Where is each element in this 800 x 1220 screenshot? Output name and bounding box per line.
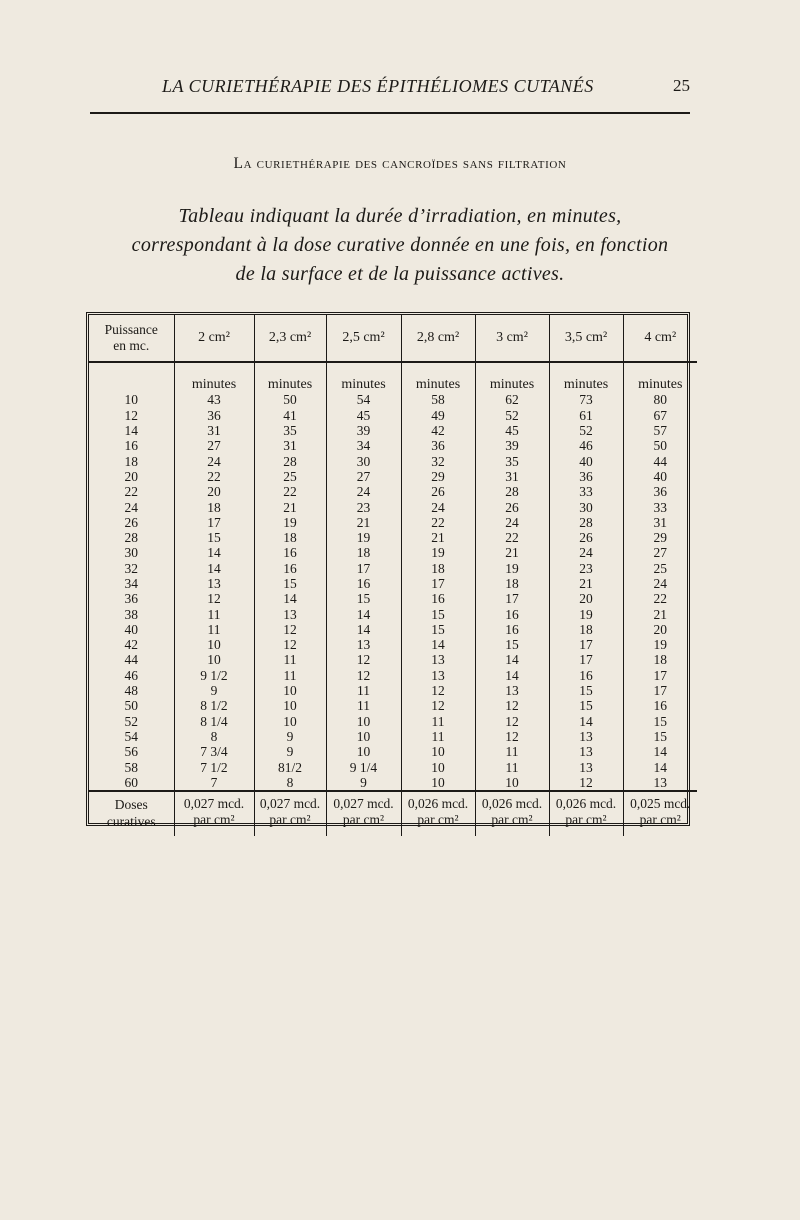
minutes-cell: 11 [475, 744, 549, 759]
minutes-cell: 20 [623, 622, 697, 637]
header-row [89, 315, 697, 362]
page-number: 25 [673, 76, 690, 95]
power-cell: 12 [124, 407, 138, 423]
minutes-cell: 15 [623, 714, 697, 729]
power-cell: 28 [124, 530, 138, 546]
footer-dose-cell [326, 791, 401, 836]
minutes-cell: 20 [174, 484, 254, 499]
minutes-cell: 36 [549, 469, 623, 484]
minutes-cell: 17 [549, 652, 623, 667]
minutes-cell: 14 [326, 622, 401, 637]
minutes-cell: 40 [549, 453, 623, 468]
minutes-cell: 13 [549, 729, 623, 744]
minutes-cell: 12 [401, 683, 475, 698]
minutes-cell: 9 [174, 683, 254, 698]
minutes-cell: 14 [326, 606, 401, 621]
minutes-cell: 21 [254, 499, 326, 514]
dose-unit: par cm² [565, 812, 607, 828]
minutes-cell: 31 [174, 423, 254, 438]
minutes-cell: 80 [623, 392, 697, 407]
minutes-cell: 11 [174, 622, 254, 637]
minutes-cell: 12 [475, 714, 549, 729]
power-cell: 36 [124, 591, 138, 607]
minutes-cell: 13 [401, 668, 475, 683]
dose-unit: par cm² [639, 812, 681, 828]
minutes-cell: 10 [401, 744, 475, 759]
power-cell: 24 [124, 499, 138, 515]
table-row [89, 683, 697, 698]
footer-dose-cell [174, 791, 254, 836]
minutes-cell: 43 [174, 392, 254, 407]
table-row [89, 606, 697, 621]
power-cell: 60 [89, 775, 174, 791]
minutes-cell: 11 [475, 759, 549, 774]
table-row [89, 668, 697, 683]
dose-value: 0,025 mcd. [630, 796, 691, 812]
minutes-cell: 14 [254, 591, 326, 606]
minutes-cell: 22 [623, 591, 697, 606]
minutes-cell: 28 [475, 484, 549, 499]
minutes-cell: 12 [401, 698, 475, 713]
minutes-cell: 16 [401, 591, 475, 606]
minutes-cell: 7 1/2 [174, 759, 254, 774]
footer-label [89, 791, 174, 836]
minutes-cell: 24 [174, 453, 254, 468]
minutes-cell: 24 [549, 545, 623, 560]
dose-value: 0,026 mcd. [407, 796, 469, 812]
minutes-cell: 13 [549, 759, 623, 774]
minutes-cell: 10 [326, 729, 401, 744]
minutes-cell: 20 [549, 591, 623, 606]
minutes-cell: 17 [623, 668, 697, 683]
minutes-cell: 7 3/4 [174, 744, 254, 759]
dose-unit: par cm² [269, 812, 311, 828]
minutes-cell: 39 [326, 423, 401, 438]
dose-unit: par cm² [342, 812, 385, 828]
dose-unit: par cm² [491, 812, 533, 828]
table-row [89, 561, 697, 576]
table-row [89, 392, 697, 407]
minutes-cell: 18 [254, 530, 326, 545]
minutes-cell: 11 [254, 668, 326, 683]
table-row [89, 622, 697, 637]
minutes-cell: 15 [549, 698, 623, 713]
table-row [89, 408, 697, 423]
minutes-cell: 13 [174, 576, 254, 591]
minutes-cell: 15 [174, 530, 254, 545]
minutes-cell: 27 [623, 545, 697, 560]
minutes-cell: 8 1/4 [174, 714, 254, 729]
footer-dose-cell [475, 791, 549, 836]
minutes-cell: 44 [623, 453, 697, 468]
minutes-cell: 29 [623, 530, 697, 545]
minutes-cell: 11 [401, 714, 475, 729]
unit-label: minutes [401, 377, 475, 392]
column-header: 2 cm² [174, 315, 254, 362]
table-row [89, 453, 697, 468]
minutes-cell: 10 [174, 637, 254, 652]
power-cell: 48 [124, 683, 138, 699]
footer-dose-cell [623, 791, 697, 836]
minutes-cell: 81/2 [254, 759, 326, 774]
minutes-cell: 11 [174, 606, 254, 621]
dose-value: 0,026 mcd. [555, 796, 617, 812]
minutes-cell: 15 [623, 729, 697, 744]
spacer-row [89, 362, 697, 377]
minutes-cell: 26 [549, 530, 623, 545]
table-row [89, 714, 697, 729]
minutes-cell: 31 [475, 469, 549, 484]
power-cell: 40 [124, 621, 138, 637]
table-row [89, 484, 697, 499]
minutes-cell: 14 [623, 744, 697, 759]
minutes-cell: 19 [326, 530, 401, 545]
minutes-cell: 9 [254, 744, 326, 759]
minutes-cell: 50 [254, 392, 326, 407]
power-cell: 34 [124, 576, 138, 591]
minutes-cell: 13 [401, 652, 475, 667]
minutes-cell: 21 [475, 545, 549, 560]
minutes-cell: 19 [254, 515, 326, 530]
minutes-cell: 34 [326, 438, 401, 453]
minutes-cell: 23 [326, 499, 401, 514]
table-caption [70, 202, 730, 289]
minutes-cell: 45 [326, 408, 401, 423]
table-row [89, 652, 697, 667]
power-cell: 42 [124, 637, 138, 653]
power-cell: 18 [124, 453, 138, 469]
table-row [89, 499, 697, 514]
minutes-cell: 35 [254, 423, 326, 438]
minutes-cell: 46 [549, 438, 623, 453]
power-cell: 46 [124, 667, 138, 683]
power-cell: 54 [124, 728, 138, 744]
minutes-cell: 52 [549, 423, 623, 438]
minutes-cell: 25 [254, 469, 326, 484]
unit-label: minutes [326, 377, 401, 392]
footer-dose-cell [254, 791, 326, 836]
table-row [89, 591, 697, 606]
minutes-cell: 28 [254, 453, 326, 468]
minutes-cell: 14 [475, 668, 549, 683]
minutes-cell: 31 [254, 438, 326, 453]
minutes-cell: 16 [623, 698, 697, 713]
minutes-cell: 36 [623, 484, 697, 499]
minutes-cell: 26 [401, 484, 475, 499]
minutes-cell: 27 [174, 438, 254, 453]
minutes-cell: 16 [326, 576, 401, 591]
minutes-cell: 11 [401, 729, 475, 744]
table-row [89, 469, 697, 484]
minutes-cell: 11 [326, 698, 401, 713]
minutes-cell: 10 [401, 775, 475, 791]
minutes-cell: 15 [549, 683, 623, 698]
minutes-cell: 24 [623, 576, 697, 591]
power-cell: 22 [124, 484, 138, 500]
power-cell: 32 [124, 560, 138, 576]
minutes-cell: 21 [549, 576, 623, 591]
minutes-cell: 8 1/2 [174, 698, 254, 713]
minutes-cell: 8 [254, 775, 326, 791]
minutes-cell: 15 [401, 606, 475, 621]
section-title: La curiethérapie des cancroïdes sans filtration [233, 155, 567, 172]
power-cell: 50 [124, 698, 138, 714]
minutes-cell: 12 [326, 668, 401, 683]
minutes-cell: 32 [401, 453, 475, 468]
minutes-cell: 18 [623, 652, 697, 667]
power-cell: 10 [124, 392, 138, 408]
unit-label: minutes [174, 377, 254, 392]
minutes-cell: 31 [623, 515, 697, 530]
power-cell: 20 [124, 468, 138, 484]
minutes-cell: 28 [549, 515, 623, 530]
minutes-cell: 62 [475, 392, 549, 407]
footer-row [89, 791, 697, 836]
minutes-cell: 41 [254, 408, 326, 423]
minutes-cell: 10 [174, 652, 254, 667]
minutes-cell: 33 [549, 484, 623, 499]
caption-line: correspondant à la dose curative donnée en une fois, en fonction [131, 234, 669, 256]
power-cell: 30 [124, 545, 138, 561]
minutes-cell: 12 [326, 652, 401, 667]
table-row [89, 545, 697, 560]
minutes-cell: 13 [475, 683, 549, 698]
minutes-cell: 13 [326, 637, 401, 652]
minutes-cell: 14 [549, 714, 623, 729]
minutes-cell: 9 1/4 [326, 759, 401, 774]
table-row [89, 637, 697, 652]
table-row [89, 729, 697, 744]
minutes-cell: 22 [475, 530, 549, 545]
table-row [89, 515, 697, 530]
minutes-cell: 21 [623, 606, 697, 621]
unit-label: minutes [475, 377, 549, 392]
minutes-cell: 23 [549, 561, 623, 576]
stub-header-line: Puissance [104, 322, 158, 337]
minutes-cell: 58 [401, 392, 475, 407]
irradiation-table [89, 315, 697, 836]
power-cell: 44 [124, 652, 138, 668]
footer-dose-cell [401, 791, 475, 836]
minutes-cell: 16 [254, 561, 326, 576]
minutes-cell: 22 [254, 484, 326, 499]
minutes-cell: 12 [174, 591, 254, 606]
minutes-cell: 9 [254, 729, 326, 744]
minutes-cell: 15 [401, 622, 475, 637]
footer-label-line: Doses [114, 797, 148, 813]
minutes-cell: 73 [549, 392, 623, 407]
minutes-cell: 8 [174, 729, 254, 744]
minutes-cell: 12 [475, 729, 549, 744]
minutes-cell: 18 [475, 576, 549, 591]
minutes-cell: 30 [549, 499, 623, 514]
minutes-cell: 13 [549, 744, 623, 759]
minutes-cell: 18 [326, 545, 401, 560]
minutes-cell: 16 [475, 622, 549, 637]
minutes-cell: 10 [254, 714, 326, 729]
table-row [89, 775, 697, 791]
minutes-cell: 16 [254, 545, 326, 560]
minutes-cell: 22 [401, 515, 475, 530]
column-header: 4 cm² [623, 315, 697, 362]
minutes-cell: 50 [623, 438, 697, 453]
minutes-cell: 24 [326, 484, 401, 499]
minutes-cell: 14 [174, 561, 254, 576]
minutes-cell: 19 [475, 561, 549, 576]
dose-value: 0,026 mcd. [481, 796, 543, 812]
minutes-cell: 19 [623, 637, 697, 652]
stub-header [89, 315, 174, 362]
units-row [89, 377, 697, 392]
column-header: 2,3 cm² [254, 315, 326, 362]
minutes-cell: 24 [401, 499, 475, 514]
minutes-cell: 16 [475, 606, 549, 621]
table-row [89, 698, 697, 713]
column-header: 2,8 cm² [401, 315, 475, 362]
power-cell: 58 [124, 759, 138, 775]
minutes-cell: 25 [623, 561, 697, 576]
minutes-cell: 14 [475, 652, 549, 667]
minutes-cell: 11 [254, 652, 326, 667]
footer-label-line: curatives [106, 814, 156, 830]
minutes-cell: 13 [254, 606, 326, 621]
minutes-cell: 13 [623, 775, 697, 791]
minutes-cell: 30 [326, 453, 401, 468]
unit-label: minutes [623, 377, 697, 392]
caption-line: Tableau indiquant la durée d’irradiation, en minutes, [178, 205, 622, 227]
column-header: 3,5 cm² [549, 315, 623, 362]
dose-value: 0,027 mcd. [333, 796, 394, 812]
minutes-cell: 12 [549, 775, 623, 791]
power-cell: 38 [124, 606, 138, 622]
stub-header-line: en mc. [113, 338, 150, 353]
minutes-cell: 39 [475, 438, 549, 453]
minutes-cell: 24 [475, 515, 549, 530]
minutes-cell: 12 [254, 637, 326, 652]
minutes-cell: 17 [549, 637, 623, 652]
minutes-cell: 10 [475, 775, 549, 791]
minutes-cell: 7 [174, 775, 254, 791]
minutes-cell: 52 [475, 408, 549, 423]
minutes-cell: 14 [623, 759, 697, 774]
minutes-cell: 11 [326, 683, 401, 698]
minutes-cell: 9 [326, 775, 401, 791]
minutes-cell: 14 [401, 637, 475, 652]
minutes-cell: 9 1/2 [174, 668, 254, 683]
minutes-cell: 18 [174, 499, 254, 514]
minutes-cell: 10 [401, 759, 475, 774]
table-row [89, 530, 697, 545]
minutes-cell: 15 [254, 576, 326, 591]
minutes-cell: 16 [549, 668, 623, 683]
table-row [89, 423, 697, 438]
dose-unit: par cm² [193, 812, 235, 828]
dose-value: 0,027 mcd. [259, 796, 321, 812]
minutes-cell: 15 [475, 637, 549, 652]
power-cell: 16 [124, 438, 138, 454]
minutes-cell: 21 [401, 530, 475, 545]
dose-value: 0,027 mcd. [183, 796, 245, 812]
power-cell: 26 [124, 514, 138, 530]
minutes-cell: 14 [174, 545, 254, 560]
footer-dose-cell [549, 791, 623, 836]
minutes-cell: 10 [254, 698, 326, 713]
table-row [89, 438, 697, 453]
column-header: 2,5 cm² [326, 315, 401, 362]
unit-label: minutes [549, 377, 623, 392]
minutes-cell: 15 [326, 591, 401, 606]
table-row [89, 759, 697, 774]
minutes-cell: 67 [623, 408, 697, 423]
minutes-cell: 10 [326, 744, 401, 759]
minutes-cell: 35 [475, 453, 549, 468]
minutes-cell: 17 [475, 591, 549, 606]
minutes-cell: 12 [475, 698, 549, 713]
minutes-cell: 45 [475, 423, 549, 438]
minutes-cell: 61 [549, 408, 623, 423]
running-title: LA CURIETHÉRAPIE DES ÉPITHÉLIOMES CUTANÉS [162, 76, 594, 96]
minutes-cell: 19 [549, 606, 623, 621]
table-row [89, 744, 697, 759]
minutes-cell: 18 [401, 561, 475, 576]
minutes-cell: 10 [326, 714, 401, 729]
minutes-cell: 57 [623, 423, 697, 438]
caption-line: de la surface et de la puissance actives. [235, 263, 565, 285]
minutes-cell: 54 [326, 392, 401, 407]
minutes-cell: 27 [326, 469, 401, 484]
minutes-cell: 17 [401, 576, 475, 591]
minutes-cell: 26 [475, 499, 549, 514]
header-rule [90, 112, 690, 114]
column-header: 3 cm² [475, 315, 549, 362]
power-cell: 56 [124, 744, 138, 760]
minutes-cell: 29 [401, 469, 475, 484]
dose-unit: par cm² [417, 812, 459, 828]
minutes-cell: 36 [401, 438, 475, 453]
running-head [90, 76, 690, 104]
minutes-cell: 10 [254, 683, 326, 698]
power-cell: 52 [124, 713, 138, 729]
power-cell: 14 [124, 423, 138, 439]
minutes-cell: 22 [174, 469, 254, 484]
unit-label: minutes [254, 377, 326, 392]
minutes-cell: 36 [174, 408, 254, 423]
minutes-cell: 12 [254, 622, 326, 637]
minutes-cell: 17 [326, 561, 401, 576]
minutes-cell: 42 [401, 423, 475, 438]
units-stub [89, 377, 174, 392]
minutes-cell: 19 [401, 545, 475, 560]
minutes-cell: 18 [549, 622, 623, 637]
minutes-cell: 40 [623, 469, 697, 484]
minutes-cell: 17 [174, 515, 254, 530]
minutes-cell: 33 [623, 499, 697, 514]
table-row [89, 576, 697, 591]
minutes-cell: 49 [401, 408, 475, 423]
minutes-cell: 21 [326, 515, 401, 530]
minutes-cell: 17 [623, 683, 697, 698]
